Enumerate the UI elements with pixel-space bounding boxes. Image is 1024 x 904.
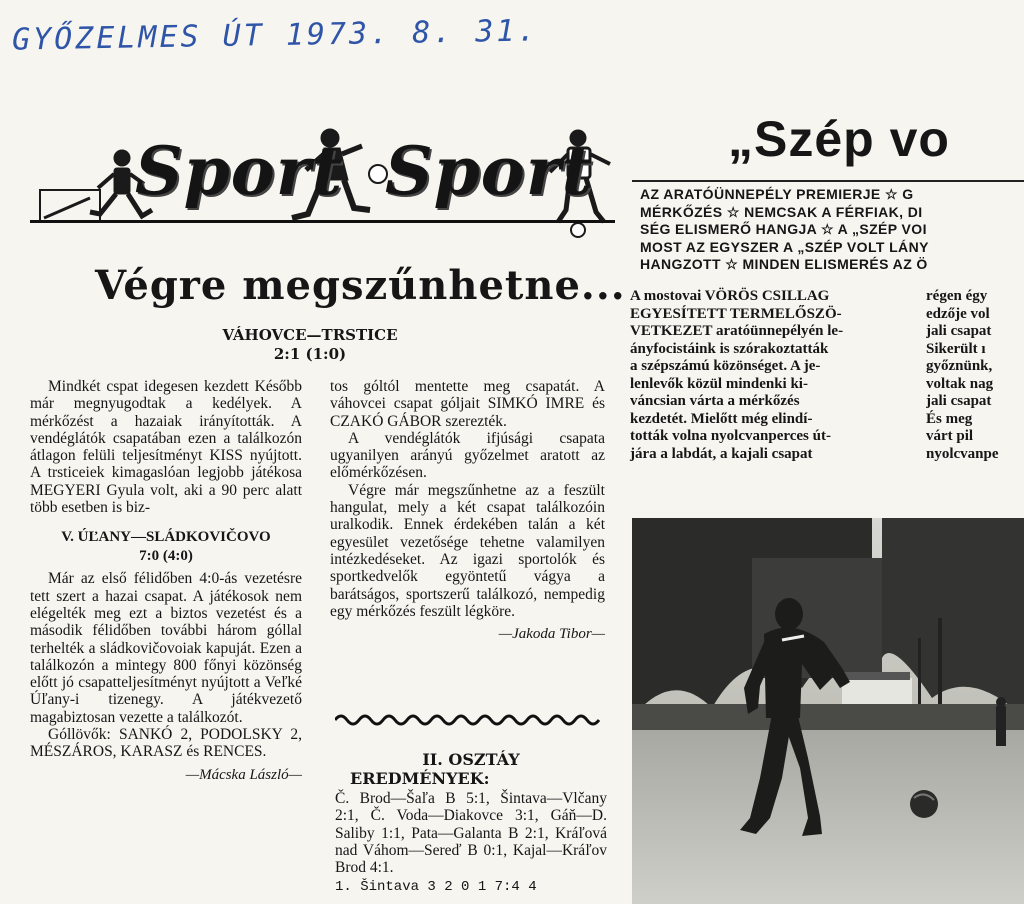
col2-paragraph: Végre már megszűnhetne az a feszült hangulat, mely a két csapat találkozóin uralkodik. Ennek érdekében talán a két egyesület vezetősége tehetne valamilyen intézkedéseket. Az igazi sportolók és sportkedvelők egyöntetű vágya a barátságos, sportszerű találkozó, nempedig egy mérkőzés feszült légköre. [330, 481, 605, 620]
clipped-line: voltak nag [926, 375, 994, 392]
results-heading: II. OSZTÁY [422, 750, 520, 769]
match2-teams: V. ÚĽANY—SLÁDKOVIČOVO [61, 529, 271, 546]
clipped-line: edzője vol [926, 305, 990, 322]
col1b-paragraph: Góllövők: SANKÓ 2, PODOLSKY 2, MÉSZÁROS, KARASZ és RENCES. [30, 726, 302, 761]
results-subheading: EREDMÉNYEK: [350, 769, 490, 788]
banner-rule [30, 220, 615, 223]
body-line: VETKEZET aratóünnepélyén le- [630, 323, 844, 339]
body-line: a szépszámú közönséget. A je- [630, 358, 821, 374]
col1-signature: —Mácska László— [185, 766, 302, 783]
right-article-column [630, 288, 906, 463]
body-line: váncsian várta a mérkőzés [630, 393, 800, 409]
sport-banner [30, 118, 615, 258]
body-line: ányfocistáink is szórakoztatták [630, 340, 829, 357]
right-article-title: „Szép vo [728, 111, 950, 167]
clipped-line: nyolcvanpe [926, 445, 999, 462]
title-rule [632, 180, 1024, 182]
body-line: lenlevők közül mindenki ki- [630, 375, 808, 392]
football-photo-image [632, 518, 1024, 904]
lead-line: MÉRKŐZÉS ☆ NEMCSAK A FÉRFIAK, DI [640, 203, 923, 220]
body-line: EGYESÍTETT TERMELŐSZÖ- [630, 305, 842, 322]
col1-paragraph: Mindkét cspat idegesen kezdett Később már megnyugodtak a kedélyek. A mérkőzést a hazaiak irányították. A vendéglátók csapatában ezen a találkozón átlagon felüli teljesítményt KISS nyújtott. A trsticeiek kimagaslóan legjobb játékosa MEGYERI Gyula volt, aki a 90 perc alatt több esetben is biz- [30, 378, 302, 517]
col2-signature: —Jakoda Tibor— [498, 626, 605, 643]
match1-teams: VÁHOVCE—TRSTICE [222, 326, 398, 344]
match1-score: 2:1 (1:0) [273, 345, 347, 363]
clipped-line: jali csapat [926, 393, 992, 409]
right-article-clipped-column [926, 288, 1024, 463]
article-column-2 [330, 378, 605, 643]
body-line: jára a labdát, a kajali csapat [630, 445, 813, 462]
match2-subhead [30, 528, 302, 566]
col2-paragraph: A vendéglátók ifjúsági csapata ugyanilyen arányú győzelmet aratott az előmérkőzésen. [330, 429, 605, 482]
football-photo [632, 518, 1024, 904]
handwritten-date-note: GYŐZELMES ÚT 1973. 8. 31. [11, 13, 539, 58]
match1-subhead [210, 326, 410, 364]
article-headline: Végre megszűnhetne... [95, 262, 626, 309]
right-article-lead [640, 186, 1024, 274]
body-line: A mostovai VÖRÖS CSILLAG [630, 288, 830, 304]
lead-line: SÉG ELISMERŐ HANGJA ☆ A „SZÉP VOI [640, 221, 927, 237]
body-line: tották volna nyolcvanperces út- [630, 428, 831, 444]
lead-line: MOST AZ EGYSZER A „SZÉP VOLT LÁNY [640, 238, 929, 255]
lead-line: AZ ARATÓÜNNEPÉLY PREMIERJE ☆ G [640, 186, 914, 202]
col2-paragraph: tos góltól mentette meg csapatát. A váhovcei csapat góljait SIMKÓ IMRE és CZAKÓ GÁBOR szerezték. [330, 378, 605, 430]
wavy-divider [335, 712, 603, 728]
article-column-1 [30, 378, 302, 784]
results-table-row: 1. Šintava 3 2 0 1 7:4 4 [335, 879, 537, 896]
banner-word-left: Sport [135, 132, 344, 210]
clipped-line: jali csapat [926, 323, 992, 339]
col1b-paragraph: Már az első félidőben 4:0-ás vezetésre tett szert a hazai csapat. A játékosok nem elégelték meg ezt a biztos vezetést és a második félidőben további három góllal terhelték a sládkovičovoiak kapuját. Ezen a találkozón a mintegy 800 főnyi közönség előtt jó csapatteljesítményt nyújtott a Veľké Úľany-i tizenegy. A játékvezető magabiztosan vezette a találkozót. [30, 570, 302, 726]
results-text: Č. Brod—Šaľa B 5:1, Šintava—Vlčany 2:1, Č. Voda—Diakovce 3:1, Gáň—D. Saliby 1:1, Pata—Galanta B 2:1, Kráľová nad Váhom—Sereď B 0:1, Kajal—Kráľov Brod 4:1. [335, 790, 607, 877]
clipped-line: győznünk, [926, 358, 993, 374]
clipped-line: régen égy [926, 288, 988, 304]
match2-score: 7:0 (4:0) [139, 548, 193, 565]
clipped-line: Sikerült ı [926, 340, 986, 357]
clipped-line: És meg [926, 410, 973, 427]
body-line: kezdetét. Mielőtt még elindí- [630, 410, 813, 427]
banner-word-right: Sport [385, 132, 594, 210]
clipped-line: várt pil [926, 428, 974, 444]
results-section [335, 750, 607, 895]
lead-line: HANGZOTT ☆ MINDEN ELISMERÉS AZ Ö [640, 256, 928, 272]
